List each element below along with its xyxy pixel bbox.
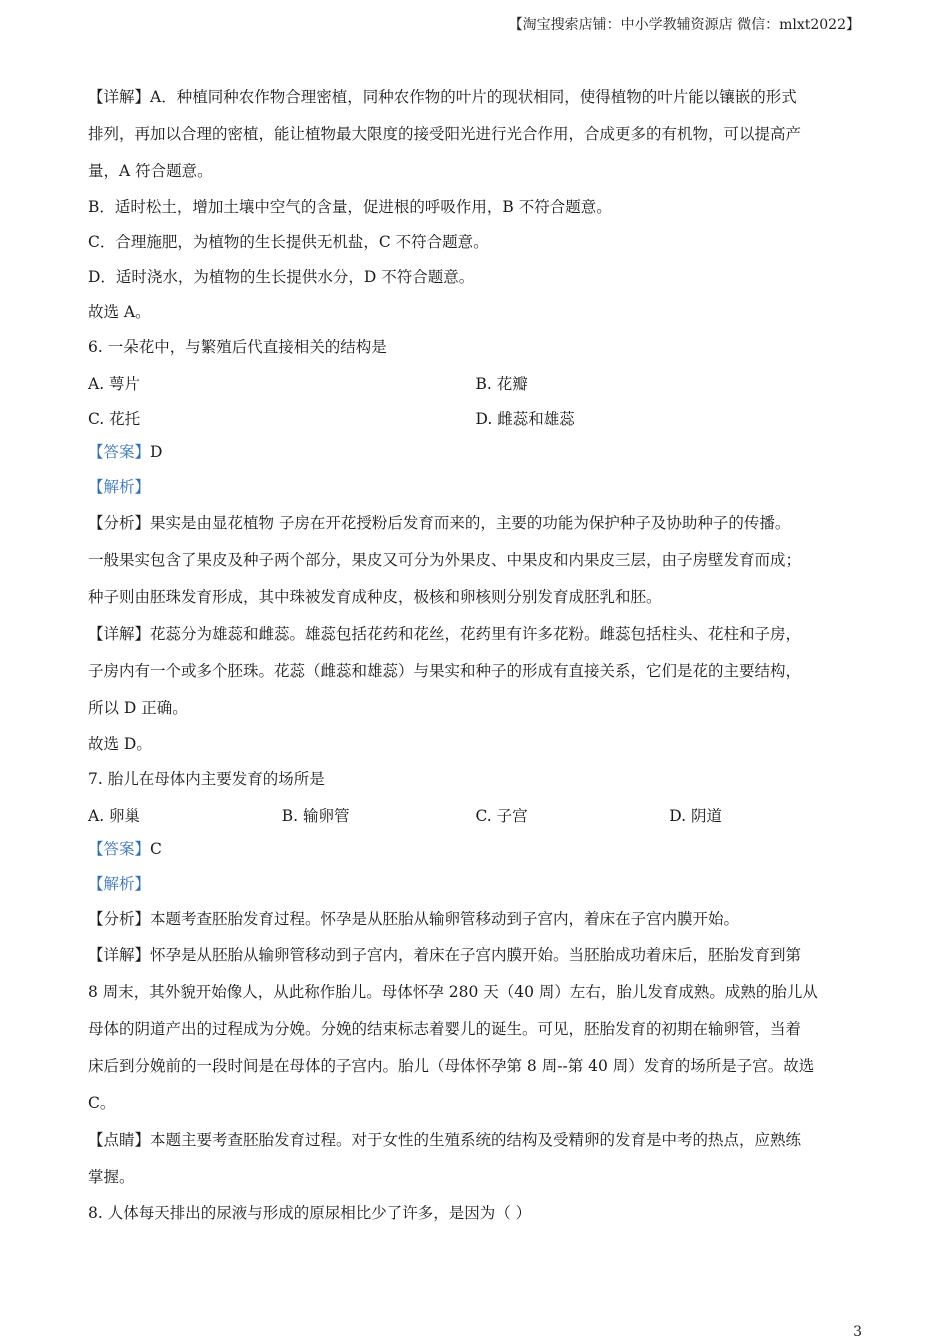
q6-answer-value: D (150, 443, 163, 461)
q5-option-c-explanation: C．合理施肥，为植物的生长提供无机盐，C 不符合题意。 (88, 233, 489, 251)
q6-detail-line-2: 子房内有一个或多个胚珠。花蕊（雌蕊和雄蕊）与果实和种子的形成有直接关系，它们是花的主要结构， (88, 662, 802, 680)
q6-choice: 故选 D。 (88, 735, 152, 753)
q6-detail-line-1: 【详解】花蕊分为雄蕊和雌蕊。雄蕊包括花药和花丝，花药里有许多花粉。雌蕊包括柱头、花柱和子房， (88, 625, 802, 643)
q7-comment-line-2: 掌握。 (88, 1168, 135, 1186)
q7-detail-line-4: 床后到分娩前的一段时间是在母体的子宫内。胎儿（母体怀孕第 8 周--第 40 周）发育的场所是子宫。故选 (88, 1057, 815, 1075)
q6-answer-label: 【答案】 (88, 443, 151, 461)
q7-question: 7. 胎儿在母体内主要发育的场所是 (88, 770, 325, 788)
q7-answer (88, 832, 863, 867)
q6-analysis-line-3: 种子则由胚珠发育形成，其中珠被发育成种皮，极核和卵核则分别发育成胚乳和胚。 (88, 588, 662, 606)
q6-option-d: D. 雌蕊和雄蕊 (475, 409, 575, 428)
document-body (88, 79, 863, 1231)
q7-analysis: 【分析】本题考查胚胎发育过程。怀孕是从胚胎从输卵管移动到子宫内，着床在子宫内膜开始。 (88, 910, 740, 928)
q7-answer-value: C (150, 840, 162, 858)
q6-options-row-2 (88, 400, 863, 435)
q6-analysis-line-1: 【分析】果实是由显花植物 子房在开花授粉后发育而来的，主要的功能为保护种子及协助种子的传播。 (88, 514, 791, 532)
page-header: 【淘宝搜索店铺：中小学教辅资源店 微信：mlxt2022】 (508, 17, 860, 33)
q6-analysis-line-2: 一般果实包含了果皮及种子两个部分，果皮又可分为外果皮、中果皮和内果皮三层，由子房壁发育而成； (88, 551, 802, 569)
q6-option-c: C. 花托 (88, 409, 141, 428)
q7-option-d: D. 阴道 (669, 806, 722, 825)
q6-options-row-1 (88, 365, 863, 400)
q6-option-a: A. 萼片 (88, 374, 141, 393)
q6-option-b: B. 花瓣 (475, 374, 528, 393)
q7-analysis-label: 【解析】 (88, 875, 151, 893)
q6-question: 6. 一朵花中，与繁殖后代直接相关的结构是 (88, 338, 387, 356)
q6-detail-line-3: 所以 D 正确。 (88, 699, 188, 717)
q7-option-b: B. 输卵管 (281, 806, 350, 825)
q7-option-a: A. 卵巢 (88, 806, 141, 825)
q7-detail-line-5: C。 (88, 1094, 116, 1112)
q6-answer (88, 435, 863, 470)
q7-detail-line-1: 【详解】怀孕是从胚胎从输卵管移动到子宫内，着床在子宫内膜开始。当胚胎成功着床后，胚胎发育到第 (88, 946, 802, 964)
q7-option-c: C. 子宫 (475, 806, 528, 825)
q7-answer-label: 【答案】 (88, 840, 151, 858)
q5-option-b-explanation: B．适时松土，增加土壤中空气的含量，促进根的呼吸作用，B 不符合题意。 (88, 198, 612, 216)
q7-detail-line-3: 母体的阴道产出的过程成为分娩。分娩的结束标志着婴儿的诞生。可见，胚胎发育的初期在输卵管，当着 (88, 1020, 802, 1038)
q5-choice: 故选 A。 (88, 303, 151, 321)
q5-detail-line-2: 排列，再加以合理的密植，能让植物最大限度的接受阳光进行光合作用，合成更多的有机物，可以提高产 (88, 125, 802, 143)
q7-detail-line-2: 8 周末，其外貌开始像人，从此称作胎儿。母体怀孕 280 天（40 周）左右，胎儿发育成熟。成熟的胎儿从 (88, 983, 818, 1001)
q7-comment-line-1: 【点睛】本题主要考查胚胎发育过程。对于女性的生殖系统的结构及受精卵的发育是中考的热点，应熟练 (88, 1131, 802, 1149)
q7-options-row (88, 797, 863, 832)
page-number: 3 (853, 1324, 862, 1340)
q8-question: 8. 人体每天排出的尿液与形成的原尿相比少了许多，是因为（ ） (88, 1204, 532, 1222)
q6-analysis-label: 【解析】 (88, 478, 151, 496)
q5-option-d-explanation: D．适时浇水，为植物的生长提供水分，D 不符合题意。 (88, 268, 475, 286)
q5-detail-line-1: 【详解】A．种植同种农作物合理密植，同种农作物的叶片的现状相同，使得植物的叶片能以镶嵌的形式 (88, 88, 797, 106)
q5-detail-line-3: 量，A 符合题意。 (88, 162, 213, 180)
